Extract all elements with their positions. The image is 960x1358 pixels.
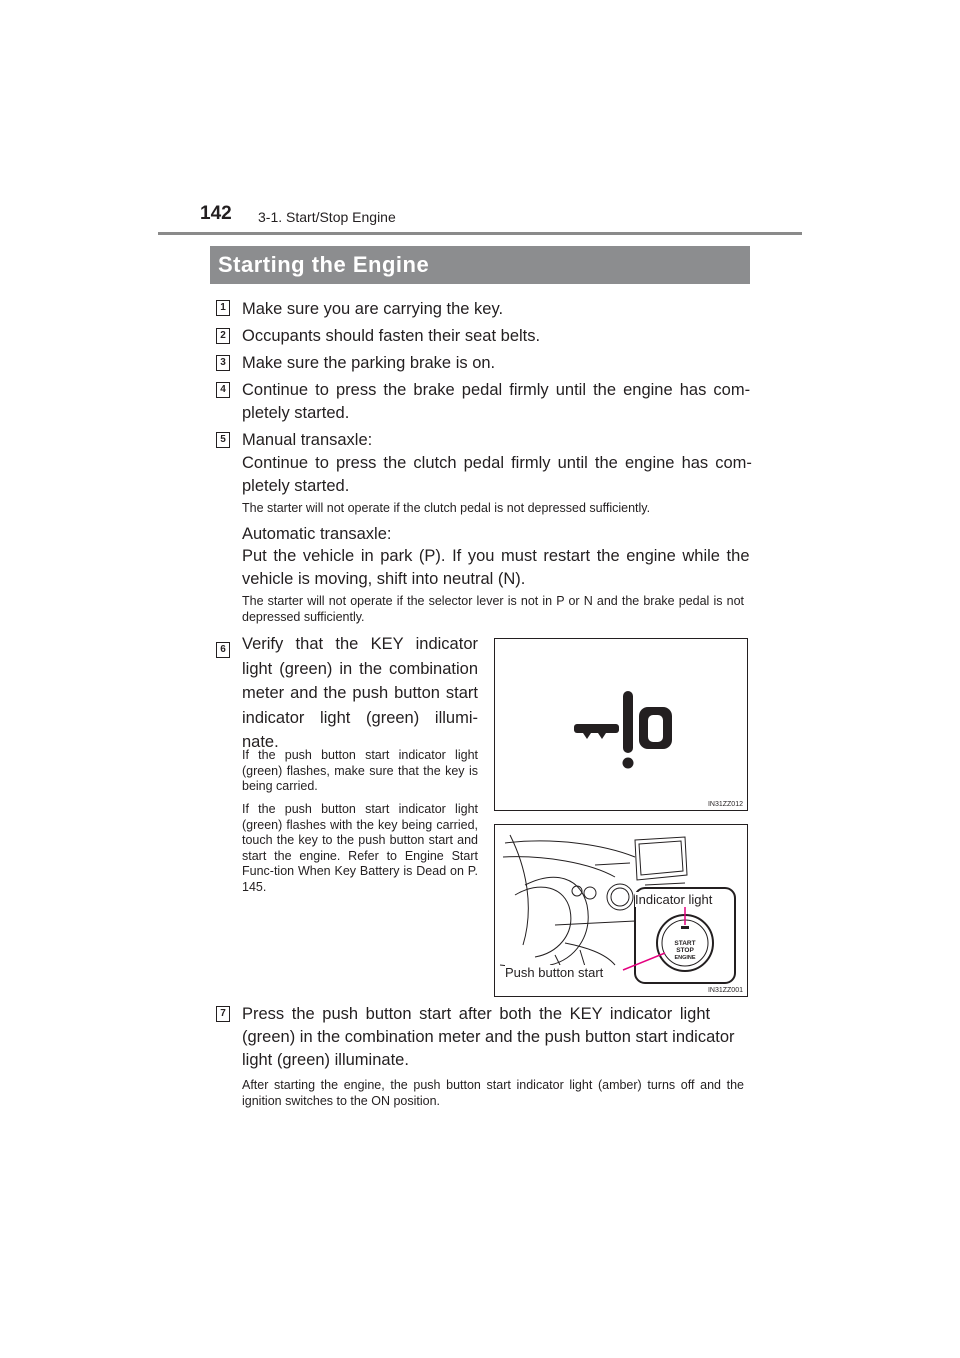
key-indicator-icon [495, 639, 747, 810]
step-5-manual-line-1: Continue to press the clutch pedal firmly until the engine has com- [242, 454, 752, 472]
page-number: 142 [200, 203, 232, 224]
step-3-text: Make sure the parking brake is on. [242, 354, 496, 372]
step-5-manual-line-2: pletely started. [242, 477, 350, 495]
step-5-manual-title: Manual transaxle: [242, 431, 373, 449]
button-label-start: START [674, 940, 696, 947]
step-5-auto-line-2: vehicle is moving, shift into neutral (N). [242, 570, 526, 588]
step-7-line-2: (green) in the combination meter and the push button start indicator [242, 1028, 735, 1046]
step-number-7: 7 [216, 1006, 230, 1022]
step-6-text: Verify that the KEY indicator light (green) in the combination meter and the push button start indicator light (green) illumi-nate. [242, 635, 478, 751]
section-title: Starting the Engine [218, 252, 430, 277]
figure-code: IN31ZZ012 [707, 801, 743, 808]
step-5-auto-line-1: Put the vehicle in park (P). If you must restart the engine while the [242, 547, 750, 565]
key-indicator-figure [494, 638, 748, 811]
button-label-stop: STOP [676, 947, 694, 954]
step-4-line-1: Continue to press the brake pedal firmly until the engine has com- [242, 381, 751, 399]
indicator-light-label: Indicator light [635, 892, 713, 907]
figure-code: IN31ZZ001 [707, 987, 743, 994]
button-label-engine: ENGINE [674, 955, 696, 961]
step-number-5: 5 [216, 432, 230, 448]
step-number-6: 6 [216, 642, 230, 658]
step-number-4: 4 [216, 382, 230, 398]
step-5-auto-note: The starter will not operate if the selector lever is not in P or N and the brake pedal is not depressed sufficiently. [242, 594, 744, 624]
header-divider [158, 232, 802, 235]
section-label: 3-1. Start/Stop Engine [258, 209, 396, 225]
step-2-text: Occupants should fasten their seat belts. [242, 327, 541, 345]
step-6-note-1: If the push button start indicator light (green) flashes, make sure that the key is being carried. [242, 748, 478, 793]
step-6-note-2: If the push button start indicator light (green) flashes with the key being carried, touch the key to the push button start and start the engine. Refer to Engine Start Func-tion When Key Battery is Dead on P. 145. [242, 802, 478, 894]
step-number-3: 3 [216, 355, 230, 371]
step-7-line-1: Press the push button start after both the KEY indicator light [242, 1005, 711, 1023]
step-5-manual-note: The starter will not operate if the clutch pedal is not depressed sufficiently. [242, 501, 651, 515]
section-title-bar [210, 246, 750, 284]
step-number-1: 1 [216, 300, 230, 316]
step-5-auto-title: Automatic transaxle: [242, 525, 392, 543]
step-7-line-3: light (green) illuminate. [242, 1051, 409, 1069]
step-7-note: After starting the engine, the push button start indicator light (amber) turns off and the ignition switches to the ON position. [242, 1078, 744, 1108]
push-button-start-label: Push button start [505, 965, 604, 980]
step-number-2: 2 [216, 328, 230, 344]
push-button-figure [494, 824, 748, 997]
step-4-line-2: pletely started. [242, 404, 350, 422]
step-1-text: Make sure you are carrying the key. [242, 300, 504, 318]
